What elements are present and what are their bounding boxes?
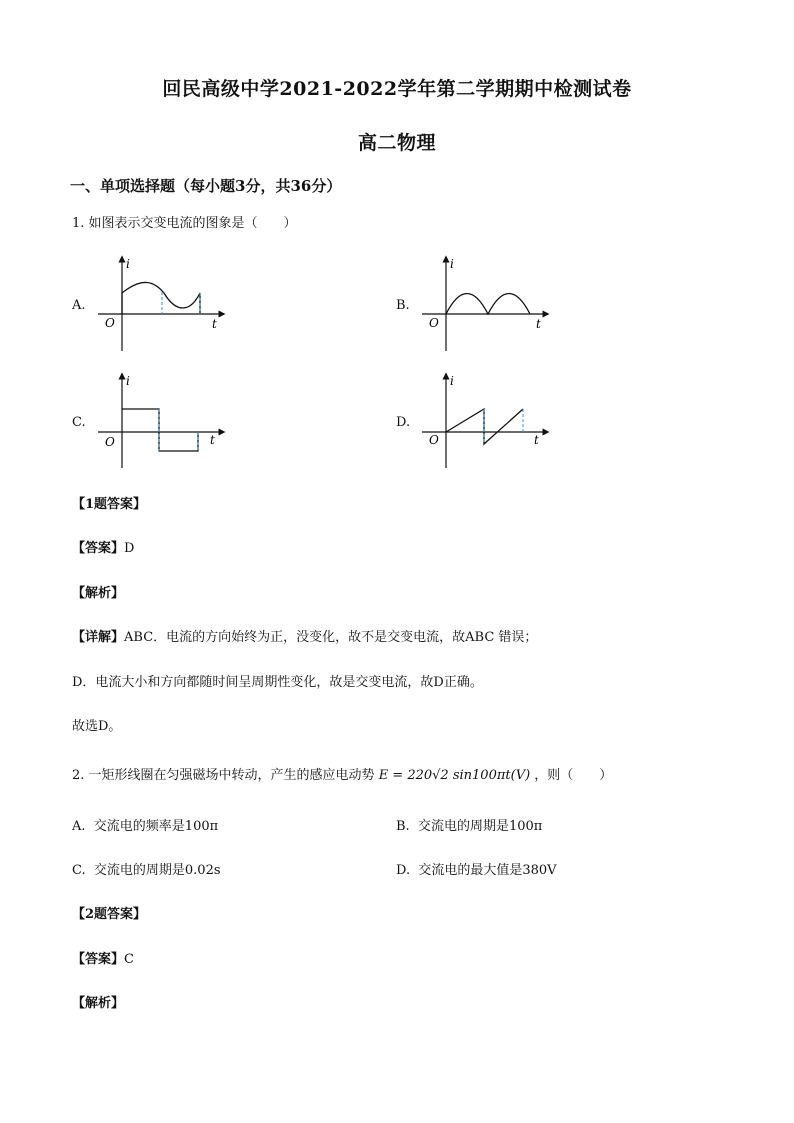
svg-text:i: i (450, 257, 454, 271)
q1-stem: 1. 如图表示交变电流的图象是（ ） (72, 216, 297, 231)
svg-text:t: t (210, 433, 215, 447)
q1-analysis-tag: 【解析】 (72, 586, 125, 601)
section-heading: 一、单项选择题（每小题3分，共36分） (70, 177, 342, 195)
q1-answer-line: 【答案】D (72, 541, 135, 556)
svg-text:O: O (429, 316, 439, 330)
q1-detail-line1: 【详解】ABC．电流的方向始终为正，没变化，故不是交变电流，故ABC 错误； (72, 630, 538, 645)
q2-stem: 2. 一矩形线圈在匀强磁场中转动，产生的感应电动势 E = 220√2 sin100πt(V) ，则（ ） (72, 768, 613, 783)
q1-conclusion: 故选D。 (72, 719, 122, 734)
q2-answer-title: 【2题答案】 (72, 907, 147, 922)
axis-i-label: i (126, 257, 130, 271)
q1-graph-c (90, 372, 230, 482)
q2-option-d: D. 交流电的最大值是380V (396, 863, 557, 878)
q1-answer-title: 【1题答案】 (72, 497, 147, 512)
svg-text:O: O (429, 433, 439, 447)
q1-detail-line2: D．电流大小和方向都随时间呈周期性变化，故是交变电流，故D正确。 (72, 675, 483, 690)
exam-title: 回民高级中学2021-2022学年第二学期期中检测试卷 (162, 78, 632, 100)
svg-text:t: t (534, 433, 539, 447)
q1-option-c-label: C. (72, 415, 86, 430)
q2-analysis-tag: 【解析】 (72, 996, 125, 1011)
axis-t-label: t (212, 317, 217, 331)
q1-graph-a (90, 255, 230, 365)
svg-text:t: t (536, 317, 541, 331)
svg-text:O: O (105, 435, 115, 449)
q1-option-d-label: D. (396, 415, 411, 430)
origin-label: O (105, 316, 115, 330)
q1-option-a-label: A. (72, 298, 86, 313)
q1-option-b-label: B. (396, 298, 410, 313)
q2-formula: E = 220√2 sin100πt(V) (378, 768, 531, 783)
svg-text:i: i (126, 374, 130, 388)
svg-text:i: i (450, 374, 454, 388)
q1-graph-b (414, 255, 554, 365)
subject-title: 高二物理 (357, 132, 436, 154)
q1-graph-d (414, 372, 554, 482)
q2-option-c: C. 交流电的周期是0.02s (72, 863, 221, 878)
q2-option-b: B. 交流电的周期是100π (396, 819, 543, 834)
q2-option-a: A. 交流电的频率是100π (72, 819, 219, 834)
q2-answer-line: 【答案】C (72, 952, 134, 967)
